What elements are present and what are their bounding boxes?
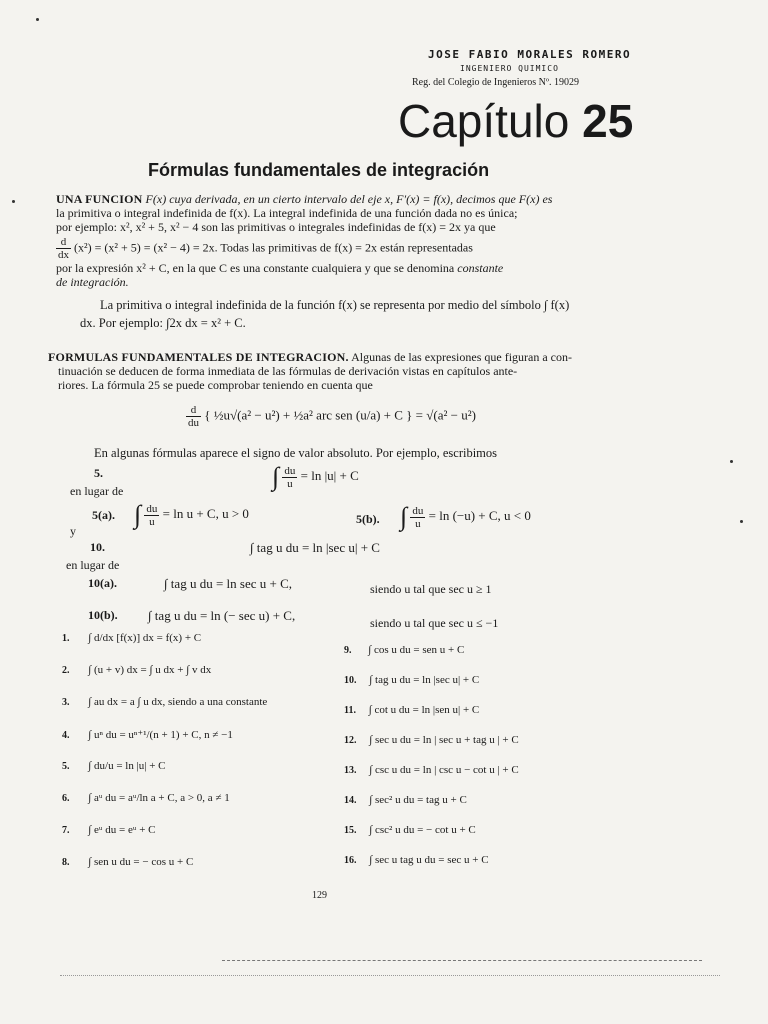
formulas-intro	[48, 350, 642, 392]
formula-number: 15.	[344, 825, 357, 836]
formulas-intro-lead: FORMULAS FUNDAMENTALES DE INTEGRACION.	[48, 350, 349, 364]
example-10-formula: ∫ tag u du = ln |sec u| + C	[250, 540, 380, 555]
formula-number: 10.	[344, 675, 357, 686]
scan-speck	[36, 18, 39, 21]
formula-number: 9.	[344, 645, 352, 656]
example-10b-formula: ∫ tag u du = ln (− sec u) + C,	[148, 608, 296, 623]
example-5a-label: 5(a).	[92, 508, 115, 522]
example-5-rhs: = ln |u| + C	[300, 467, 359, 483]
formula-number: 13.	[344, 765, 357, 776]
primitive-paragraph	[56, 296, 640, 332]
formula-text: ∫ csc u du = ln | csc u − cot u | + C	[369, 764, 519, 776]
formula-list-right	[344, 644, 644, 884]
formula-text: ∫ aᵘ du = aᵘ/ln a + C, a > 0, a ≠ 1	[88, 792, 230, 804]
fraction-du-u: $\frac{du}{u}$	[146, 502, 158, 528]
intro-paragraph	[56, 192, 640, 289]
formula-text: ∫ cot u du = ln |sen u| + C	[368, 704, 480, 716]
primitive-line-2: dx. Por ejemplo: ∫2x dx = x² + C.	[80, 316, 246, 330]
intro-lead: UNA FUNCION	[56, 192, 143, 206]
formula-text: ∫ sec² u du = tag u + C	[369, 794, 467, 806]
formula-text: ∫ du/u = ln |u| + C	[88, 760, 166, 772]
scan-edge-line	[222, 960, 702, 961]
verification-body: { ½u√(a² − u²) + ½a² arc sen (u/a) + C } = √(a² − u²)	[204, 407, 476, 423]
formula-2	[62, 664, 362, 696]
formula-text: ∫ sec u tag u du = sec u + C	[369, 854, 489, 866]
formula-text: ∫ d/dx [f(x)] dx = f(x) + C	[88, 632, 202, 644]
formula-text: ∫ csc² u du = − cot u + C	[369, 824, 476, 836]
formula-10	[344, 674, 644, 704]
formulas-intro-line-1	[48, 350, 642, 364]
en-lugar-de-1: en lugar de	[70, 484, 124, 498]
formula-3	[62, 696, 362, 728]
formula-5	[62, 760, 362, 792]
stamp-registry: Reg. del Colegio de Ingenieros Nº. 19029	[412, 77, 579, 88]
example-10-label: 10.	[90, 540, 105, 554]
integral-sign-icon: ∫	[272, 462, 280, 491]
intro-line-5	[56, 261, 640, 275]
intro-em: constante	[457, 261, 504, 275]
formula-text: ∫ eᵘ du = eᵘ + C	[88, 824, 156, 836]
example-5a-rhs: = ln u + C, u > 0	[162, 505, 249, 521]
formula-9	[344, 644, 644, 674]
formula-15	[344, 824, 644, 854]
derivative-operator-1: $\frac{d}{dx}$	[58, 236, 69, 261]
formula-text: ∫ cos u du = sen u + C	[368, 644, 465, 656]
formula-number: 1.	[62, 633, 70, 644]
formula-text: ∫ uⁿ du = uⁿ⁺¹/(n + 1) + C, n ≠ −1	[88, 729, 233, 741]
intro-line-4	[56, 236, 640, 261]
formula-12	[344, 734, 644, 764]
integral-sign-icon: ∫	[400, 502, 408, 531]
example-5b-formula	[400, 504, 531, 530]
formula-number: 2.	[62, 665, 70, 676]
formula-number: 4.	[62, 730, 70, 741]
stamp-name: JOSE FABIO MORALES ROMERO	[428, 48, 632, 61]
chapter-number: 25	[582, 95, 634, 147]
formula-text: ∫ sen u du = − cos u + C	[88, 856, 194, 868]
example-10b-label: 10(b).	[88, 608, 118, 622]
en-lugar-de-2: en lugar de	[66, 558, 120, 572]
formula-6	[62, 792, 362, 824]
example-10a-condition: siendo u tal que sec u ≥ 1	[370, 582, 492, 596]
formula-number: 7.	[62, 825, 70, 836]
integral-sign-icon: ∫	[134, 500, 142, 529]
formulas-intro-line-3: riores. La fórmula 25 se puede comprobar teniendo en cuenta que	[58, 378, 373, 392]
intro-line-1	[56, 192, 640, 206]
intro-text-6: de integración.	[56, 275, 129, 289]
example-10b-condition: siendo u tal que sec u ≤ −1	[370, 616, 499, 630]
chapter-word: Capítulo	[398, 95, 570, 147]
formula-7	[62, 824, 362, 856]
primitive-line-1: La primitiva o integral indefinida de la función f(x) se representa por medio del símbolo ∫ f(x)	[100, 298, 570, 312]
conjunction-y: y	[70, 524, 76, 538]
fraction-du-u: $\frac{du}{u}$	[412, 504, 424, 530]
formula-number: 14.	[344, 795, 357, 806]
example-5b-rhs: = ln (−u) + C, u < 0	[428, 507, 531, 523]
verification-equation	[186, 404, 476, 429]
derivative-operator-u: $\frac{d}{du}$	[188, 404, 199, 429]
chapter-heading	[398, 94, 633, 148]
formula-4	[62, 728, 362, 760]
formula-13	[344, 764, 644, 794]
formula-number: 3.	[62, 697, 70, 708]
formula-text: ∫ tag u du = ln |sec u| + C	[369, 674, 480, 686]
intro-line-3: por ejemplo: x², x² + 5, x² − 4 son las primitivas o integrales indefinidas de f(x) = 2x ya que	[56, 220, 496, 234]
formula-16	[344, 854, 644, 884]
example-5a-formula	[134, 502, 249, 528]
formula-number: 5.	[62, 761, 70, 772]
section-title: Fórmulas fundamentales de integración	[148, 160, 490, 180]
stamp-role: INGENIERO QUIMICO	[460, 64, 559, 73]
intro-text-1: F(x) cuya derivada, en un cierto intervalo del eje x, F′(x) = f(x), decimos que F(x) es	[145, 192, 553, 206]
intro-line-2: la primitiva o integral indefinida de f(x). La integral indefinida de una función dada no es única;	[56, 206, 518, 220]
intro-text-5: por la expresión x² + C, en la que C es una constante cualquiera y que se denomina	[56, 261, 455, 275]
formula-number: 12.	[344, 735, 357, 746]
formula-text: ∫ sec u du = ln | sec u + tag u | + C	[369, 734, 519, 746]
formula-1	[62, 632, 362, 664]
example-10a-formula: ∫ tag u du = ln sec u + C,	[164, 576, 292, 591]
scan-speck	[730, 460, 733, 463]
example-5-formula	[272, 464, 359, 490]
intro-line-6	[56, 275, 640, 289]
formula-8	[62, 856, 362, 888]
formula-11	[344, 704, 644, 734]
formula-text: ∫ (u + v) dx = ∫ u dx + ∫ v dx	[88, 664, 212, 676]
formula-number: 11.	[344, 705, 356, 716]
scan-edge-line	[60, 975, 720, 976]
example-5-label: 5.	[94, 466, 103, 480]
example-10a-label: 10(a).	[88, 576, 117, 590]
formula-text: ∫ au dx = a ∫ u dx, siendo a una constante	[88, 696, 268, 708]
formulas-intro-text-1: Algunas de las expresiones que figuran a con-	[351, 350, 573, 364]
fraction-du-u: $\frac{du}{u}$	[284, 464, 296, 490]
formula-list-left	[62, 632, 362, 888]
absolute-value-note: En algunas fórmulas aparece el signo de valor absoluto. Por ejemplo, escribimos	[94, 446, 498, 460]
page-number: 129	[312, 890, 327, 901]
intro-text-4: (x²) = (x² + 5) = (x² − 4) = 2x. Todas las primitivas de f(x) = 2x están representadas	[74, 240, 473, 255]
example-5b-label: 5(b).	[356, 512, 380, 526]
formula-number: 6.	[62, 793, 70, 804]
scan-speck	[12, 200, 15, 203]
formulas-intro-line-2: tinuación se deducen de forma inmediata de las fórmulas de derivación vistas en capítulos ante-	[58, 364, 518, 378]
formula-14	[344, 794, 644, 824]
formula-number: 8.	[62, 857, 70, 868]
scan-speck	[740, 520, 743, 523]
formula-number: 16.	[344, 855, 357, 866]
